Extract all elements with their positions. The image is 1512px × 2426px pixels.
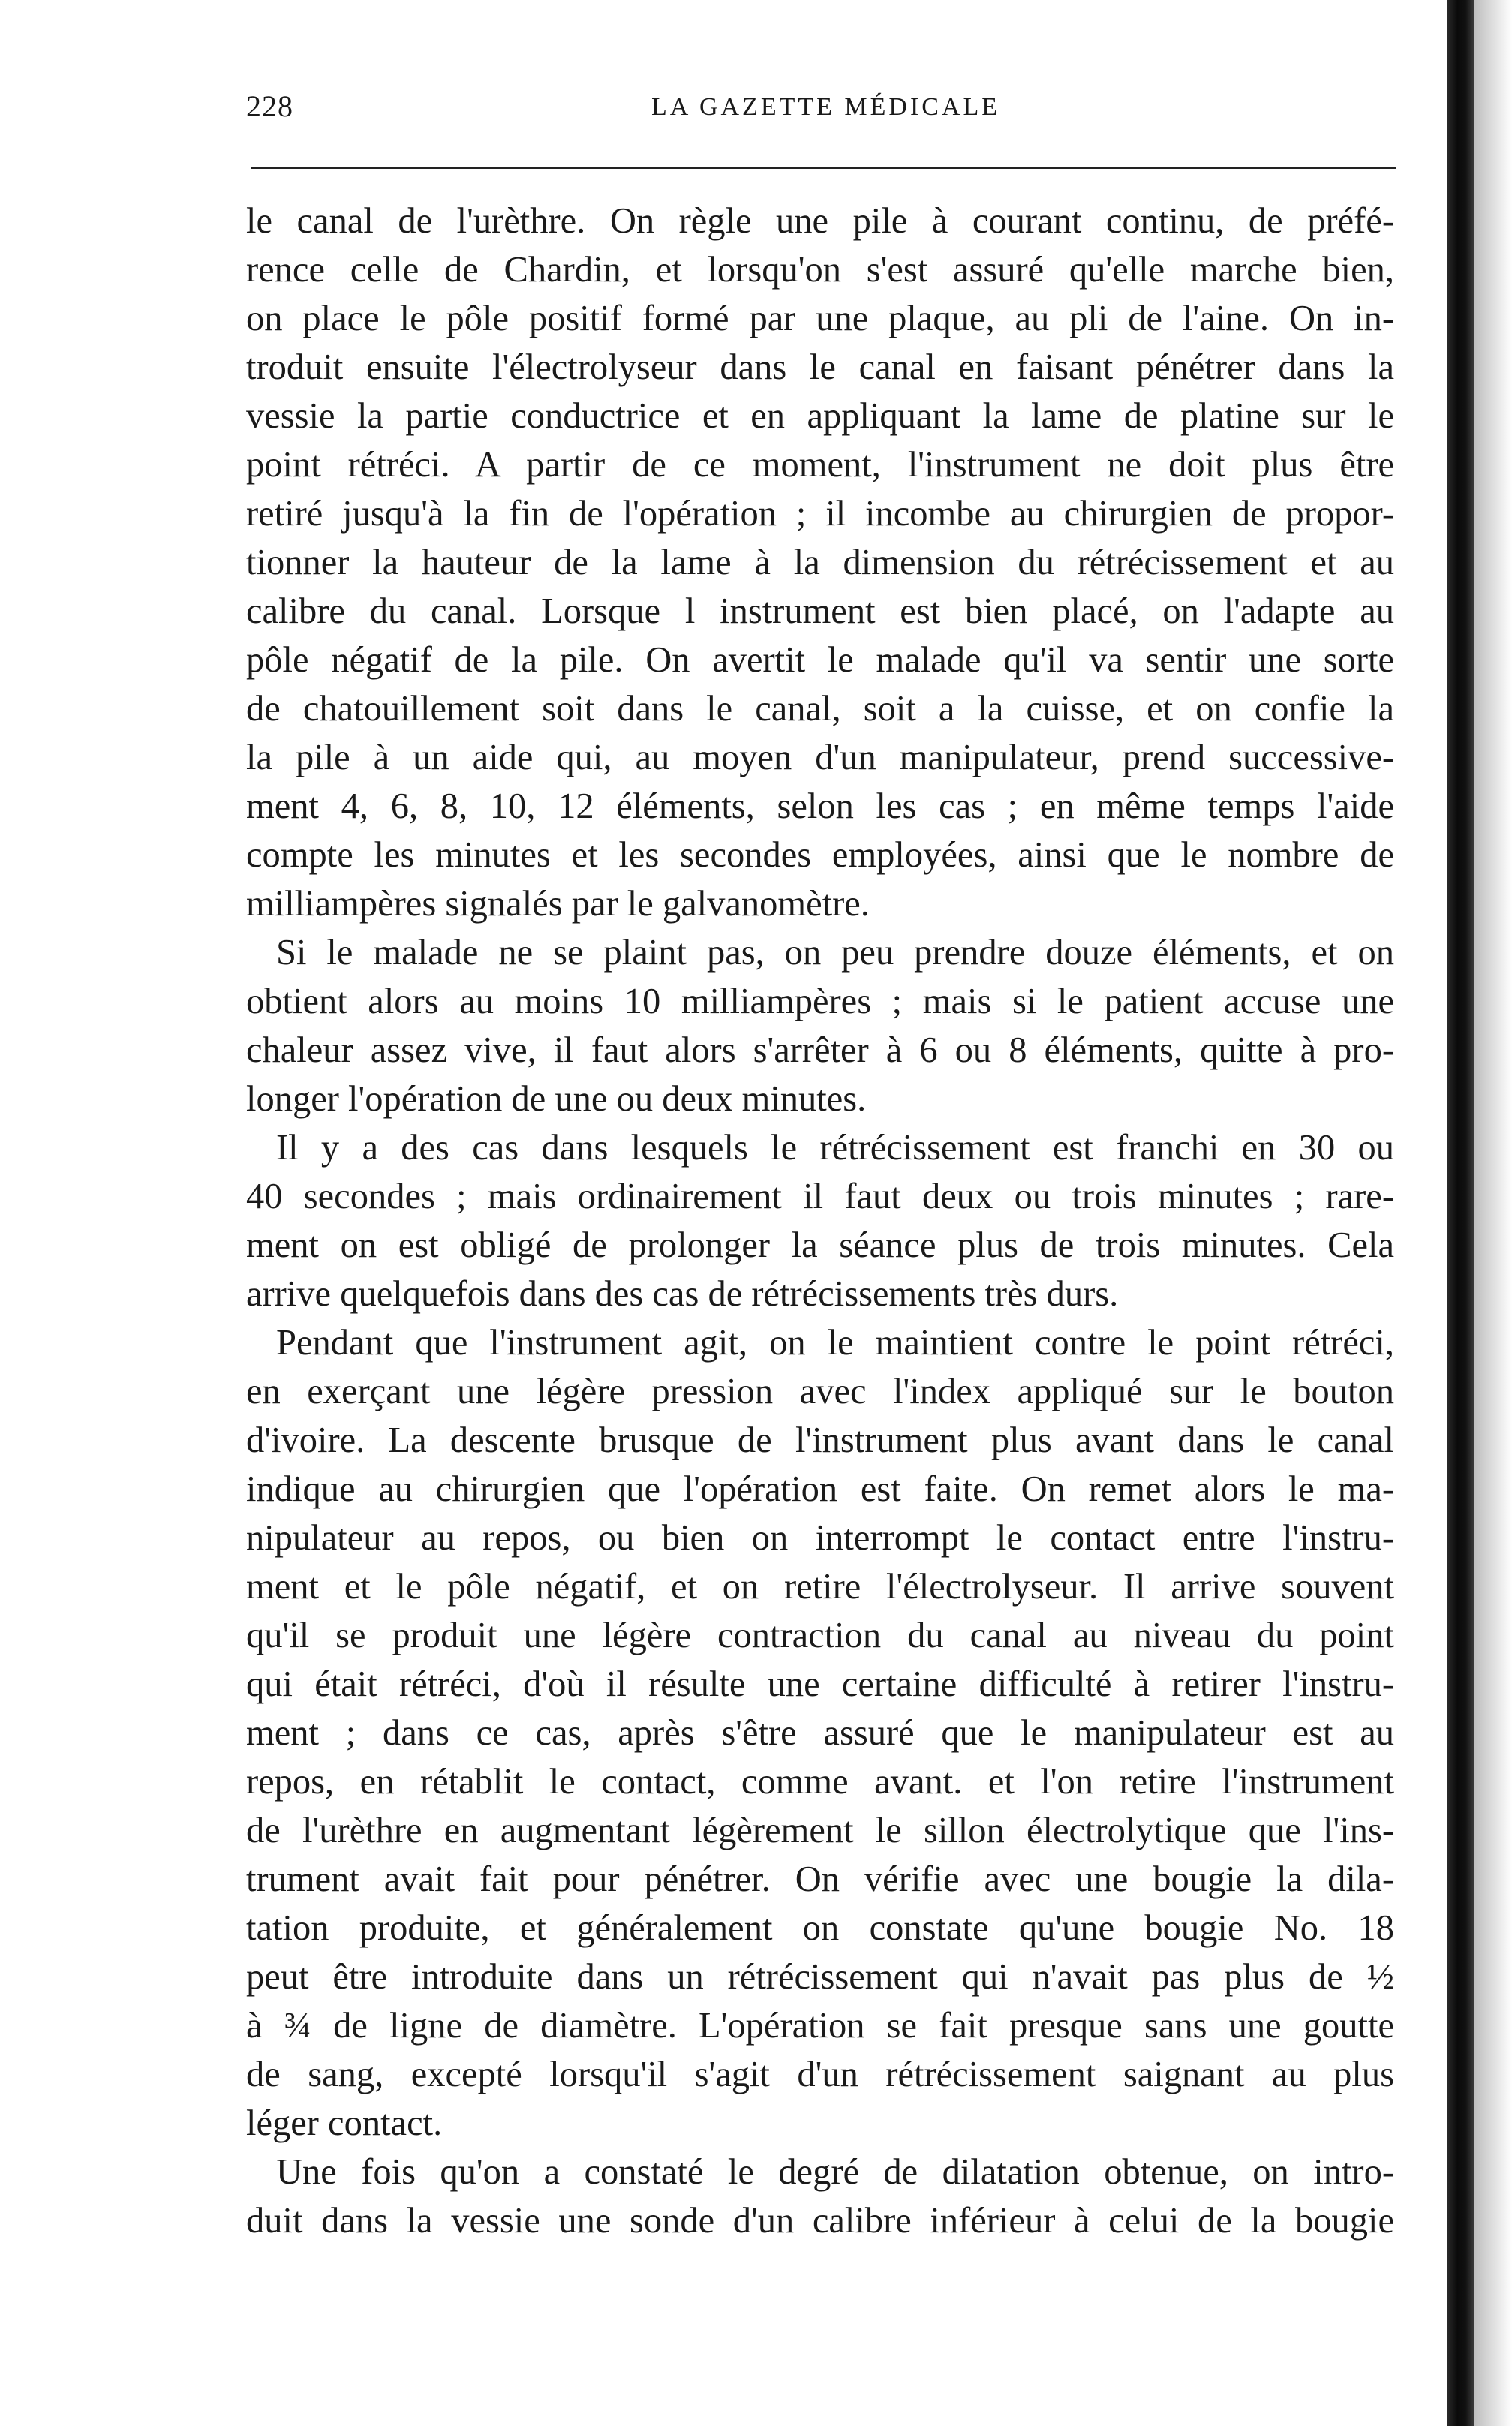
paragraph-start-line: Une fois qu'on a constaté le degré de dilatation obtenue, on intro-: [276, 2152, 1394, 2192]
text-line: compte les minutes et les secondes employées, ainsi que le nombre de: [246, 835, 1394, 875]
journal-title: LA GAZETTE MÉDICALE: [651, 93, 1001, 121]
text-line: calibre du canal. Lorsque l instrument est bien placé, on l'adapte au: [246, 591, 1394, 631]
text-line: à ¾ de ligne de diamètre. L'opération se fait presque sans une goutte: [246, 2006, 1394, 2046]
text-line: chaleur assez vive, il faut alors s'arrêter à 6 ou 8 éléments, quitte à pro-: [246, 1030, 1394, 1070]
text-line: qui était rétréci, d'où il résulte une certaine difficulté à retirer l'instru-: [246, 1664, 1394, 1704]
page-gutter-shadow: [1447, 0, 1474, 2426]
text-line: peut être introduite dans un rétrécissement qui n'avait pas plus de ½: [246, 1957, 1394, 1997]
text-line: léger contact.: [246, 2103, 443, 2143]
text-line: tation produite, et généralement on constate qu'une bougie No. 18: [246, 1908, 1394, 1948]
text-line: arrive quelquefois dans des cas de rétrécissements très durs.: [246, 1274, 1119, 1314]
text-line: le canal de l'urèthre. On règle une pile à courant continu, de préfé-: [246, 201, 1394, 241]
header-rule: [251, 167, 1396, 169]
text-line: ment ; dans ce cas, après s'être assuré que le manipulateur est au: [246, 1713, 1394, 1753]
text-line: troduit ensuite l'électrolyseur dans le canal en faisant pénétrer dans la: [246, 347, 1394, 387]
paragraph-start-line: Il y a des cas dans lesquels le rétrécissement est franchi en 30 ou: [276, 1128, 1394, 1168]
paragraph-start-line: Pendant que l'instrument agit, on le maintient contre le point rétréci,: [276, 1323, 1394, 1363]
text-line: longer l'opération de une ou deux minutes.: [246, 1079, 867, 1119]
page-edge-fade: [1474, 0, 1512, 2426]
text-line: la pile à un aide qui, au moyen d'un manipulateur, prend successive-: [246, 738, 1394, 777]
text-line: ment 4, 6, 8, 10, 12 éléments, selon les cas ; en même temps l'aide: [246, 786, 1394, 826]
text-line: tionner la hauteur de la lame à la dimension du rétrécissement et au: [246, 543, 1394, 582]
text-line: rence celle de Chardin, et lorsqu'on s'est assuré qu'elle marche bien,: [246, 250, 1394, 290]
text-line: nipulateur au repos, ou bien on interrompt le contact entre l'instru-: [246, 1518, 1394, 1558]
paragraph-start-line: Si le malade ne se plaint pas, on peu prendre douze éléments, et on: [276, 933, 1394, 973]
text-line: ment on est obligé de prolonger la séance plus de trois minutes. Cela: [246, 1225, 1394, 1265]
text-line: en exerçant une légère pression avec l'index appliqué sur le bouton: [246, 1372, 1394, 1411]
text-line: qu'il se produit une légère contraction du canal au niveau du point: [246, 1616, 1394, 1655]
text-line: on place le pôle positif formé par une plaque, au pli de l'aine. On in-: [246, 299, 1394, 338]
text-line: obtient alors au moins 10 milliampères ; mais si le patient accuse une: [246, 982, 1394, 1021]
text-line: d'ivoire. La descente brusque de l'instrument plus avant dans le canal: [246, 1420, 1394, 1460]
text-line: milliampères signalés par le galvanomètre.: [246, 884, 870, 924]
text-line: indique au chirurgien que l'opération est faite. On remet alors le ma-: [246, 1469, 1394, 1509]
text-line: duit dans la vessie une sonde d'un calibre inférieur à celui de la bougie: [246, 2201, 1394, 2241]
page-number: 228: [246, 89, 293, 123]
text-line: repos, en rétablit le contact, comme avant. et l'on retire l'instrument: [246, 1762, 1394, 1802]
text-line: pôle négatif de la pile. On avertit le malade qu'il va sentir une sorte: [246, 640, 1394, 680]
body-text: [246, 197, 1394, 2245]
text-line: point rétréci. A partir de ce moment, l'instrument ne doit plus être: [246, 445, 1394, 485]
text-line: trument avait fait pour pénétrer. On vérifie avec une bougie la dila-: [246, 1859, 1394, 1899]
text-line: retiré jusqu'à la fin de l'opération ; il incombe au chirurgien de propor-: [246, 494, 1394, 534]
text-line: de chatouillement soit dans le canal, soit a la cuisse, et on confie la: [246, 689, 1394, 729]
text-line: vessie la partie conductrice et en appliquant la lame de platine sur le: [246, 396, 1394, 436]
text-line: ment et le pôle négatif, et on retire l'électrolyseur. Il arrive souvent: [246, 1567, 1394, 1607]
text-line: de sang, excepté lorsqu'il s'agit d'un rétrécissement saignant au plus: [246, 2055, 1394, 2094]
running-head: [246, 89, 1402, 134]
text-line: de l'urèthre en augmentant légèrement le sillon électrolytique que l'ins-: [246, 1811, 1394, 1850]
text-line: 40 secondes ; mais ordinairement il faut deux ou trois minutes ; rare-: [246, 1177, 1394, 1216]
